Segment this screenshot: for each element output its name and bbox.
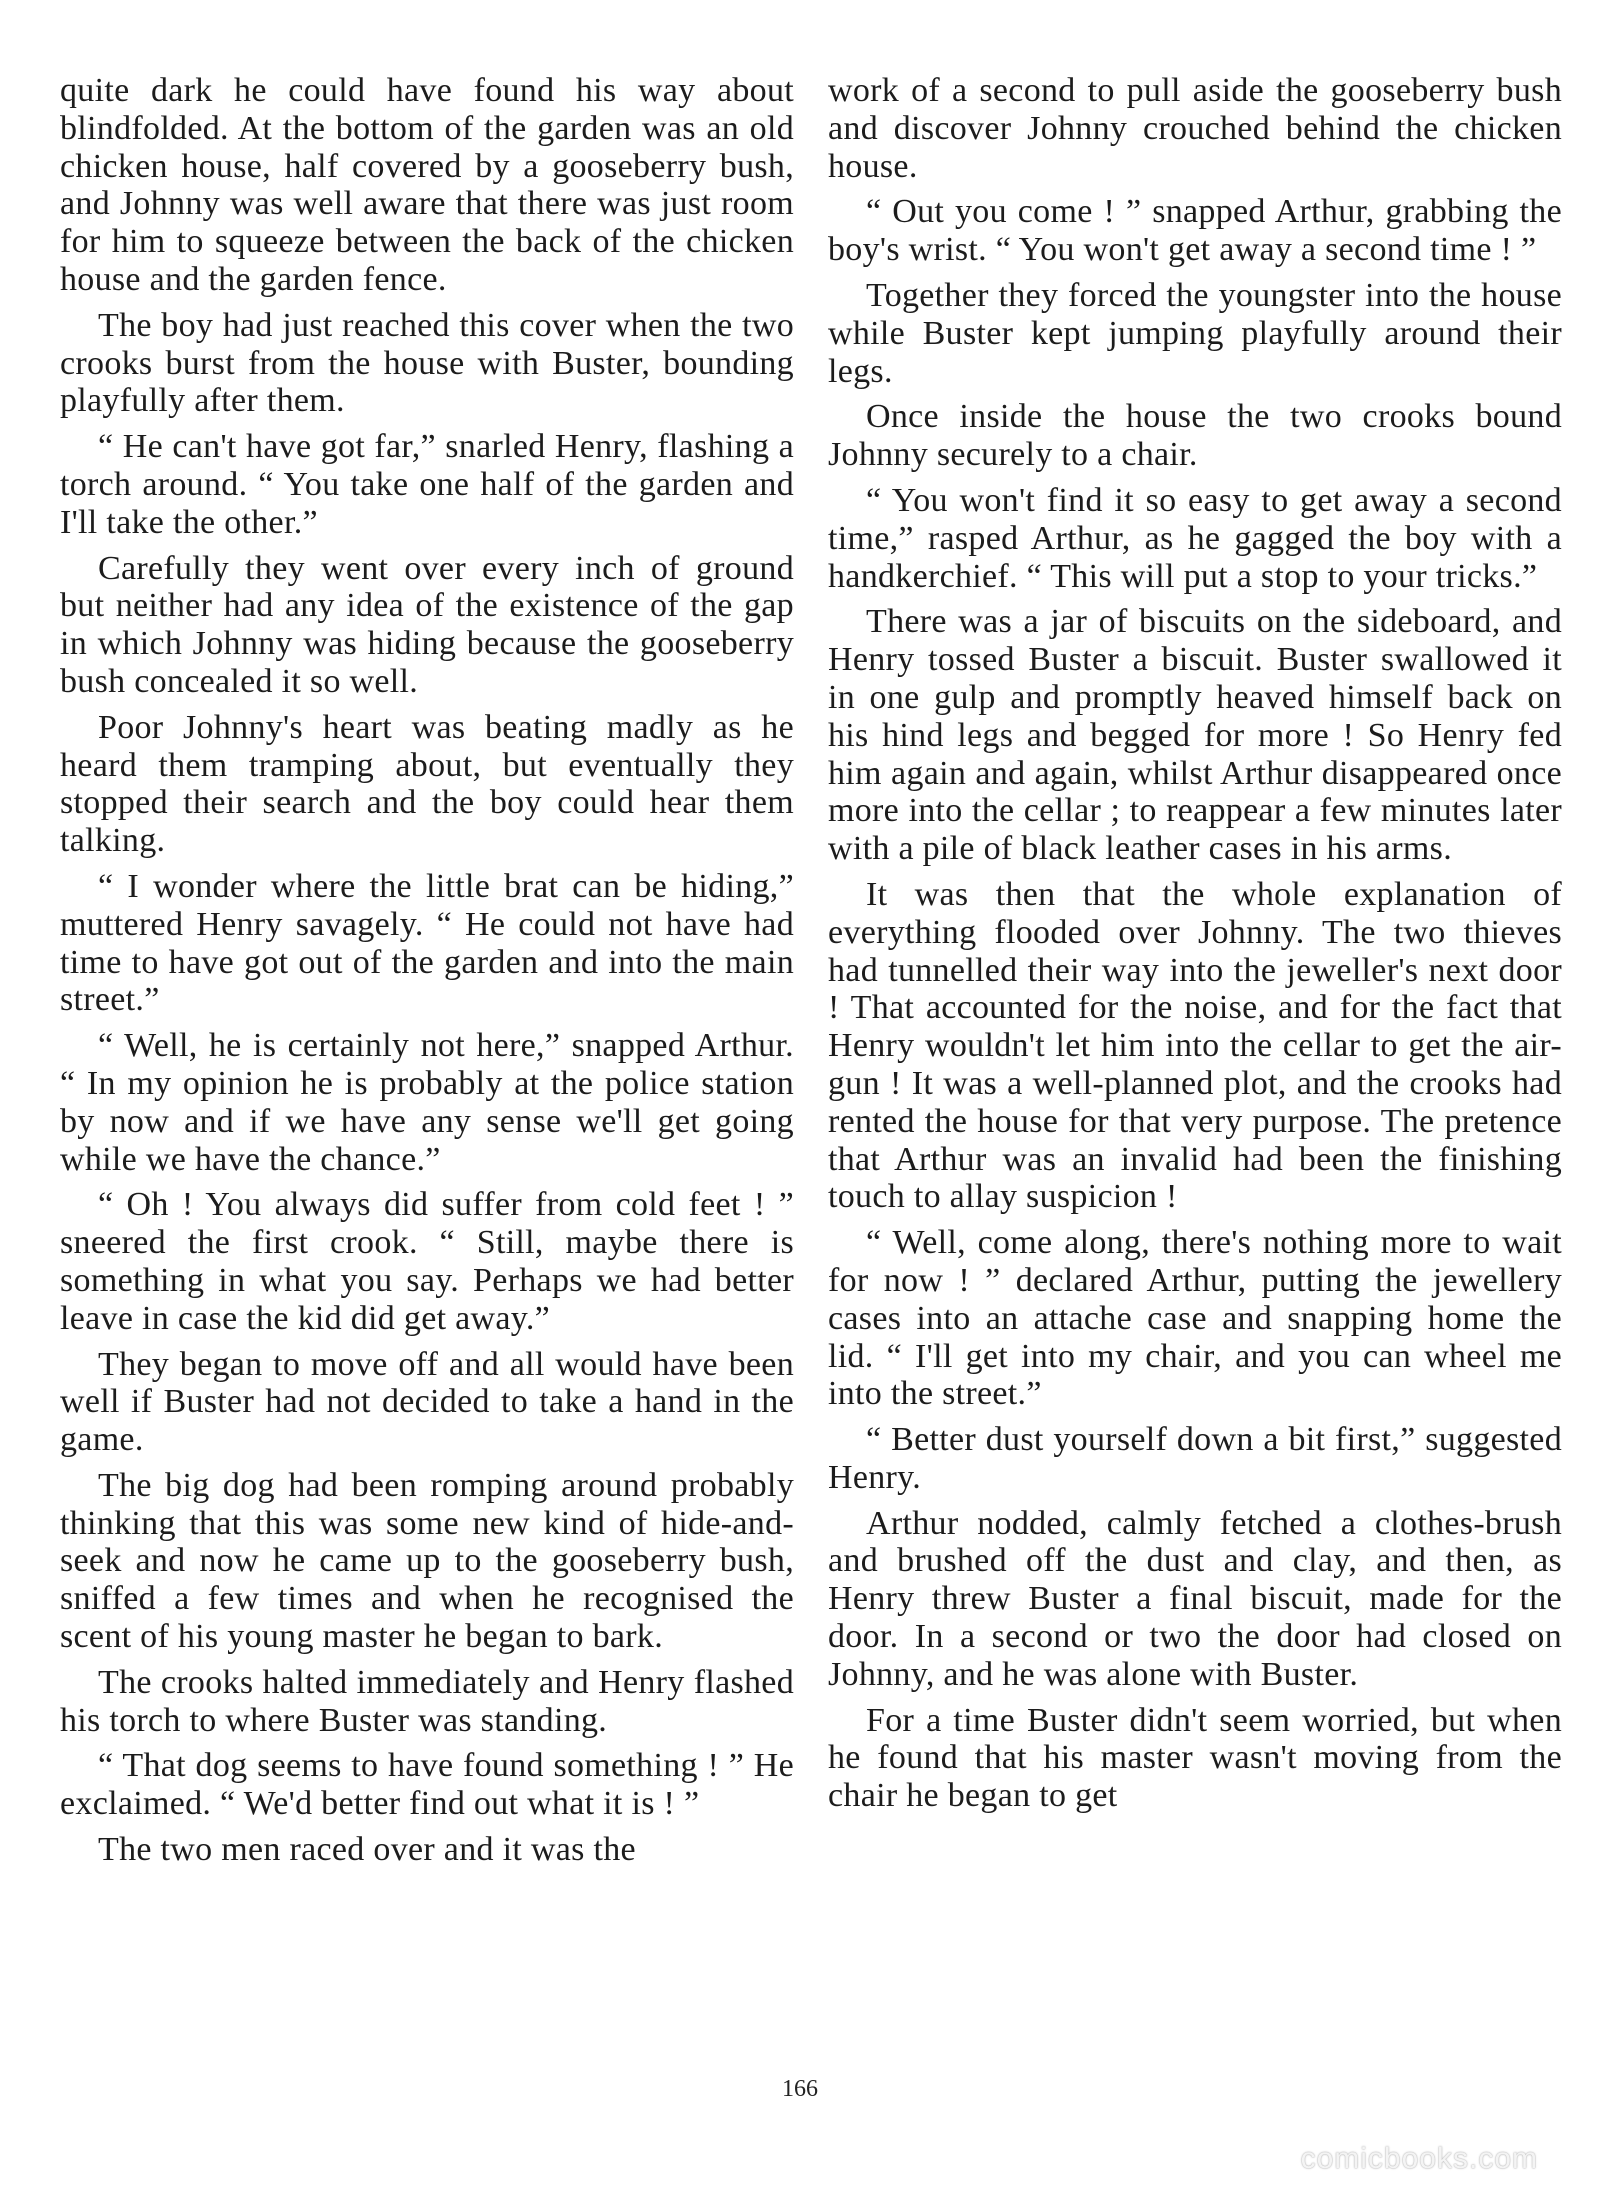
left-text-column (60, 72, 794, 1877)
paragraph: There was a jar of biscuits on the sideboard, and Henry tossed Buster a biscuit. Buster swallowed it in one gulp and promptly heaved himself back on his hind legs and begged for more ! So Henry fed him again and again, whilst Arthur disappeared once more into the cellar ; to reappear a few minutes later with a pile of black leather cases in his arms. (828, 603, 1562, 868)
paragraph: Carefully they went over every inch of ground but neither had any idea of the existence of the gap in which Johnny was hiding because the gooseberry bush concealed it so well. (60, 549, 794, 700)
paragraph: Once inside the house the two crooks bound Johnny securely to a chair. (828, 398, 1562, 474)
paragraph: The big dog had been romping around probably thinking that this was some new kind of hide-and-seek and now he came up to the gooseberry bush, sniffed a few times and when he recognised the scent of his young master he began to bark. (60, 1466, 794, 1656)
paragraph: Together they forced the youngster into the house while Buster kept jumping playfully around their legs. (828, 276, 1562, 390)
paragraph: The boy had just reached this cover when the two crooks burst from the house with Buster, bounding playfully after them. (60, 306, 794, 420)
paragraph: “ Well, he is certainly not here,” snapped Arthur. “ In my opinion he is probably at the police station by now and if we have any sense we'll get going while we have the chance.” (60, 1027, 794, 1178)
paragraph: They began to move off and all would have been well if Buster had not decided to take a hand in the game. (60, 1345, 794, 1459)
page-number: 166 (782, 2076, 818, 2102)
paragraph: The crooks halted immediately and Henry flashed his torch to where Buster was standing. (60, 1663, 794, 1739)
right-text-column (828, 72, 1562, 1823)
paragraph: work of a second to pull aside the gooseberry bush and discover Johnny crouched behind the chicken house. (828, 72, 1562, 185)
paragraph: “ Oh ! You always did suffer from cold feet ! ” sneered the first crook. “ Still, maybe there is something in what you say. Perhaps we had better leave in case the kid did get away.” (60, 1186, 794, 1337)
paragraph: “ He can't have got far,” snarled Henry, flashing a torch around. “ You take one half of the garden and I'll take the other.” (60, 428, 794, 541)
paragraph: “ Better dust yourself down a bit first,” suggested Henry. (828, 1421, 1562, 1496)
paragraph: “ You won't find it so easy to get away a second time,” rasped Arthur, as he gagged the boy with a handkerchief. “ This will put a stop to your tricks.” (828, 481, 1562, 595)
paragraph: “ Well, come along, there's nothing more to wait for now ! ” declared Arthur, putting the jewellery cases into an attache case and snapping home the lid. “ I'll get into my chair, and you can wheel me into the street.” (828, 1224, 1562, 1413)
paragraph: Poor Johnny's heart was beating madly as he heard them tramping about, but eventually they stopped their search and the boy could hear them talking. (60, 708, 794, 860)
paragraph: For a time Buster didn't seem worried, but when he found that his master wasn't moving from the chair he began to get (828, 1701, 1562, 1815)
paragraph: It was then that the whole explanation of everything flooded over Johnny. The two thieves had tunnelled their way into the jeweller's next door ! That accounted for the noise, and for the fact that Henry wouldn't let him into the cellar to get the air-gun ! It was a well-planned plot, and the crooks had rented the house for that very purpose. The pretence that Arthur was an invalid had been the finishing touch to allay suspicion ! (828, 875, 1562, 1216)
paragraph: “ I wonder where the little brat can be hiding,” muttered Henry savagely. “ He could not have had time to have got out of the garden and into the main street.” (60, 867, 794, 1019)
paragraph: Arthur nodded, calmly fetched a clothes-brush and brushed off the dust and clay, and then, as Henry threw Buster a final biscuit, made for the door. In a second or two the door had closed on Johnny, and he was alone with Buster. (828, 1504, 1562, 1693)
watermark: comicbooks.com (1300, 2142, 1538, 2175)
paragraph: “ Out you come ! ” snapped Arthur, grabbing the boy's wrist. “ You won't get away a second time ! ” (828, 193, 1562, 269)
paragraph: quite dark he could have found his way about blindfolded. At the bottom of the garden was an old chicken house, half covered by a gooseberry bush, and Johnny was well aware that there was just room for him to squeeze between the back of the chicken house and the garden fence. (60, 72, 794, 298)
paragraph: The two men raced over and it was the (98, 1831, 636, 1869)
paragraph: “ That dog seems to have found something ! ” He exclaimed. “ We'd better find out what it is ! ” (60, 1747, 794, 1823)
